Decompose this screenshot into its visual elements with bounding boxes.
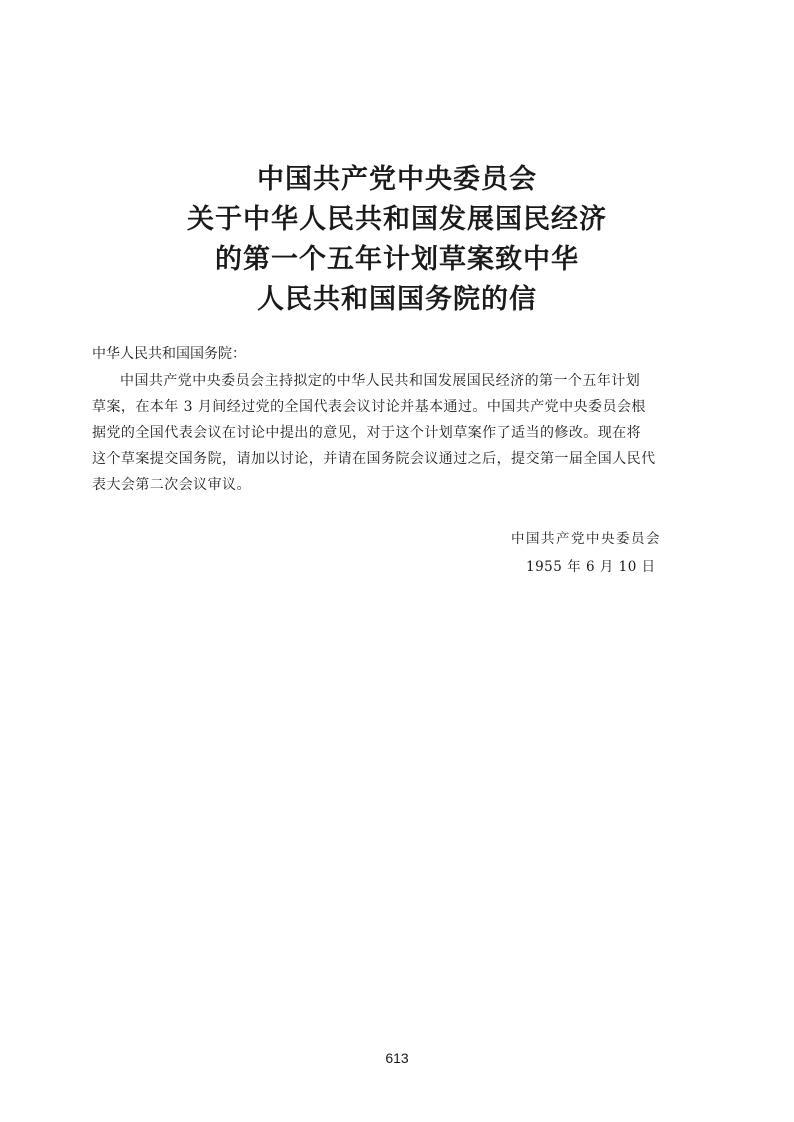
title-line-2: 关于中华人民共和国发展国民经济	[187, 204, 607, 235]
body-line-1: 中国共产党中央委员会主持拟定的中华人民共和国发展国民经济的第一个五年计划	[120, 373, 641, 389]
signature-organization: 中国共产党中央委员会	[511, 531, 661, 547]
body-line-4: 这个草案提交国务院，请加以讨论，并请在国务院会议通过之后，提交第一届全国人民代	[92, 451, 656, 467]
body-line-5: 表大会第二次会议审议。	[92, 477, 251, 493]
document-title	[0, 160, 794, 320]
title-line-4: 人民共和国国务院的信	[257, 284, 537, 315]
salutation: 中华人民共和国国务院：	[92, 346, 246, 362]
letter-body	[92, 368, 702, 498]
body-line-3: 据党的全国代表会议在讨论中提出的意见，对于这个计划草案作了适当的修改。现在将	[92, 425, 642, 441]
signature-block	[511, 525, 661, 581]
title-line-1: 中国共产党中央委员会	[257, 164, 537, 195]
signature-date: 1955 年 6 月 10 日	[526, 559, 656, 575]
page-number: 613	[385, 1050, 409, 1066]
title-line-3: 的第一个五年计划草案致中华	[215, 244, 579, 275]
body-line-2: 草案，在本年 3 月间经过党的全国代表会议讨论并基本通过。中国共产党中央委员会根	[92, 399, 646, 415]
